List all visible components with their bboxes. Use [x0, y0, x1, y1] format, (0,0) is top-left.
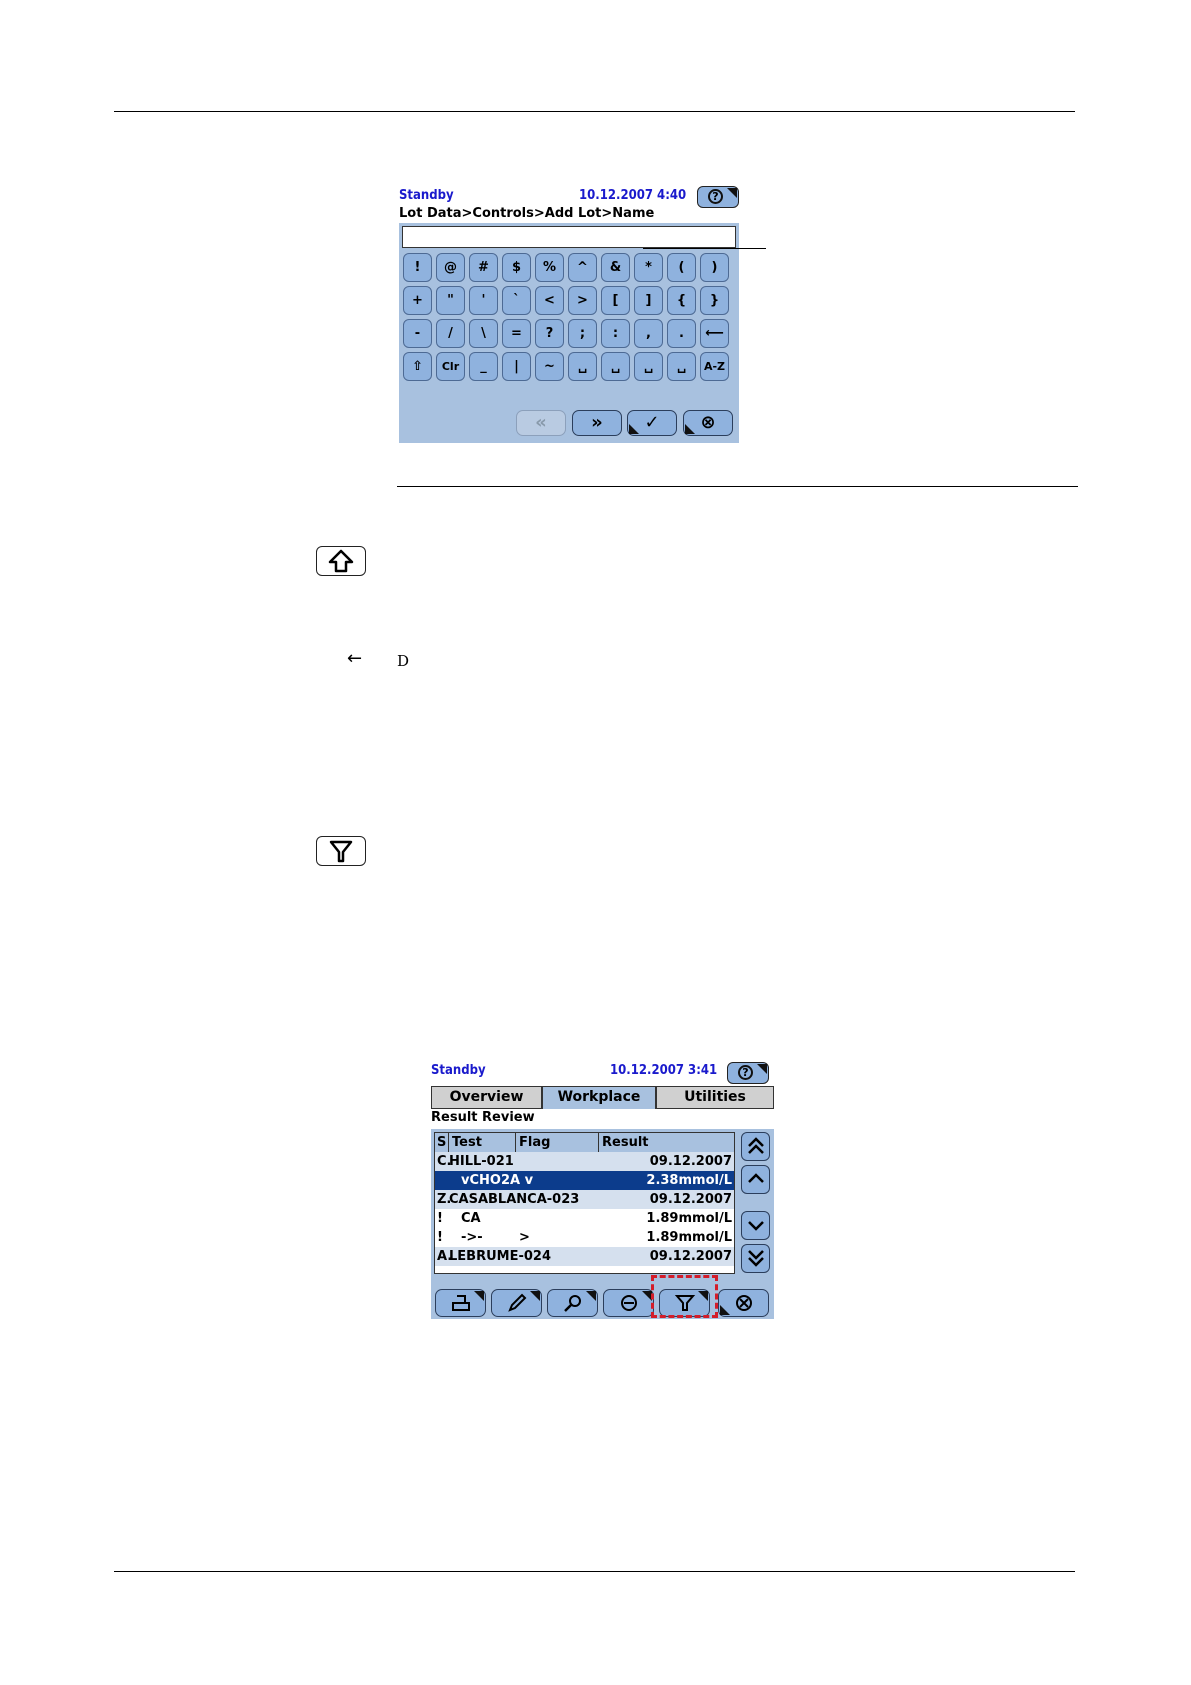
col-s: S — [437, 1135, 447, 1150]
result-panel — [431, 1129, 774, 1319]
section-title: Result Review — [431, 1110, 535, 1125]
cell-c2: vCHO2A v — [461, 1173, 534, 1188]
corner-marker — [757, 1064, 767, 1074]
cancel-button[interactable] — [718, 1289, 769, 1317]
result-review-screen — [431, 1062, 774, 1319]
help-icon: ? — [708, 189, 723, 204]
key[interactable]: _ — [469, 352, 498, 381]
name-input[interactable] — [402, 226, 736, 248]
key[interactable]: / — [436, 319, 465, 348]
cell-c4: 09.12.2007 — [649, 1249, 732, 1264]
cell-c4: 1.89mmol/L — [646, 1211, 732, 1226]
ok-button[interactable] — [627, 410, 677, 436]
col-divider — [448, 1133, 449, 1152]
prev-page-button[interactable]: « — [516, 410, 566, 436]
cell-c2: CASABLANCA-023 — [449, 1192, 580, 1207]
breadcrumb: Lot Data>Controls>Add Lot>Name — [399, 206, 655, 221]
corner-marker — [530, 1291, 540, 1301]
corner-marker — [629, 424, 639, 434]
datetime-label: 10.12.2007 3:41 — [610, 1063, 718, 1078]
shift-icon — [317, 547, 365, 575]
key[interactable]: ( — [667, 253, 696, 282]
table-body — [435, 1152, 734, 1266]
filter-key-image — [316, 836, 366, 866]
table-row[interactable] — [435, 1152, 734, 1171]
col-divider — [515, 1133, 516, 1152]
status-bar — [399, 185, 739, 207]
help-button[interactable] — [697, 186, 739, 208]
up-icon — [746, 1169, 766, 1189]
help-button[interactable] — [727, 1062, 769, 1084]
corner-marker — [727, 188, 737, 198]
cell-c1: ! — [437, 1211, 443, 1226]
bottom-rule — [114, 1571, 1075, 1572]
key[interactable]: > — [568, 286, 597, 315]
cell-c2: LEBRUME-024 — [449, 1249, 551, 1264]
key[interactable]: & — [601, 253, 630, 282]
cell-c4: 09.12.2007 — [649, 1192, 732, 1207]
print-icon — [449, 1293, 473, 1313]
col-test: Test — [452, 1135, 482, 1150]
key[interactable]: < — [535, 286, 564, 315]
filter-highlight — [651, 1275, 718, 1318]
table-row[interactable] — [435, 1247, 734, 1266]
col-flag: Flag — [519, 1135, 551, 1150]
key[interactable]: ␣ — [667, 352, 696, 381]
cell-c3: > — [519, 1230, 530, 1245]
col-result: Result — [602, 1135, 649, 1150]
double-down-icon — [746, 1248, 766, 1268]
datetime-label: 10.12.2007 4:40 — [579, 188, 687, 203]
top-rule — [114, 111, 1075, 112]
keyboard-screen — [399, 185, 739, 443]
status-label: Standby — [431, 1063, 486, 1078]
table-row[interactable] — [435, 1190, 734, 1209]
key[interactable]: , — [634, 319, 663, 348]
key[interactable]: ^ — [568, 253, 597, 282]
cell-c1: Z. — [437, 1192, 452, 1207]
cancel-button[interactable] — [683, 410, 733, 436]
scroll-bottom-button[interactable] — [741, 1244, 770, 1273]
cell-c4: 1.89mmol/L — [646, 1230, 732, 1245]
key[interactable]: : — [601, 319, 630, 348]
key[interactable]: " — [436, 286, 465, 315]
key[interactable]: ␣ — [601, 352, 630, 381]
corner-marker — [685, 424, 695, 434]
cancel-icon — [732, 1293, 756, 1313]
key[interactable]: ⟵ — [700, 319, 729, 348]
scroll-down-button[interactable] — [741, 1211, 770, 1240]
print-button[interactable] — [435, 1289, 486, 1317]
down-icon — [746, 1215, 766, 1235]
key[interactable]: } — [700, 286, 729, 315]
key[interactable]: ] — [634, 286, 663, 315]
tab-utilities[interactable]: Utilities — [656, 1086, 774, 1109]
key[interactable]: . — [667, 319, 696, 348]
table-row[interactable] — [435, 1228, 734, 1247]
key[interactable]: \ — [469, 319, 498, 348]
minus-circle-icon — [617, 1293, 641, 1313]
corner-marker — [720, 1305, 730, 1315]
cancel-icon: ⊗ — [700, 412, 716, 433]
key[interactable]: @ — [436, 253, 465, 282]
key[interactable]: ~ — [535, 352, 564, 381]
corner-marker — [586, 1291, 596, 1301]
callout-line — [643, 248, 766, 249]
key[interactable]: [ — [601, 286, 630, 315]
cell-c2: CA — [461, 1211, 481, 1226]
key[interactable]: ␣ — [568, 352, 597, 381]
tab-overview[interactable]: Overview — [431, 1086, 542, 1109]
tab-workplace[interactable]: Workplace — [542, 1086, 656, 1109]
cell-c1: C. — [437, 1154, 452, 1169]
status-label: Standby — [399, 188, 454, 203]
corner-marker — [474, 1291, 484, 1301]
key[interactable]: ⇧ — [403, 352, 432, 381]
key[interactable]: ! — [403, 253, 432, 282]
key[interactable]: ? — [535, 319, 564, 348]
key[interactable]: % — [535, 253, 564, 282]
key[interactable]: ' — [469, 286, 498, 315]
help-icon: ? — [738, 1065, 753, 1080]
key[interactable]: ␣ — [634, 352, 663, 381]
cell-c2: HILL-021 — [449, 1154, 514, 1169]
left-arrow-icon: ← — [347, 648, 363, 669]
key[interactable]: Clr — [436, 352, 465, 381]
key[interactable]: | — [502, 352, 531, 381]
scroll-top-button[interactable] — [741, 1132, 770, 1161]
key[interactable]: # — [469, 253, 498, 282]
shift-key-image — [316, 546, 366, 576]
remove-button[interactable] — [603, 1289, 654, 1317]
key[interactable]: $ — [502, 253, 531, 282]
table-row[interactable] — [435, 1171, 734, 1190]
key[interactable]: = — [502, 319, 531, 348]
pencil-icon — [505, 1293, 529, 1313]
filter-icon — [317, 837, 365, 865]
key[interactable]: ` — [502, 286, 531, 315]
cell-c2: ->- — [461, 1230, 483, 1245]
cell-c1: ! — [437, 1230, 443, 1245]
result-table — [434, 1132, 735, 1274]
d-letter: D — [397, 652, 410, 670]
cell-c4: 09.12.2007 — [649, 1154, 732, 1169]
search-icon — [561, 1293, 585, 1313]
cell-c4: 2.38mmol/L — [646, 1173, 732, 1188]
search-button[interactable] — [547, 1289, 598, 1317]
check-icon: ✓ — [644, 412, 660, 433]
key[interactable]: ) — [700, 253, 729, 282]
key[interactable]: + — [403, 286, 432, 315]
key[interactable]: * — [634, 253, 663, 282]
keyboard-panel — [399, 223, 739, 443]
edit-button[interactable] — [491, 1289, 542, 1317]
double-up-icon — [746, 1136, 766, 1156]
cell-c1: A. — [437, 1249, 453, 1264]
key[interactable]: A-Z — [700, 352, 729, 381]
next-page-button[interactable]: » — [572, 410, 622, 436]
scroll-up-button[interactable] — [741, 1165, 770, 1194]
table-row[interactable] — [435, 1209, 734, 1228]
key[interactable]: { — [667, 286, 696, 315]
key[interactable]: ; — [568, 319, 597, 348]
key[interactable]: - — [403, 319, 432, 348]
section-rule — [397, 486, 1078, 487]
table-header — [435, 1133, 734, 1152]
col-divider — [598, 1133, 599, 1152]
